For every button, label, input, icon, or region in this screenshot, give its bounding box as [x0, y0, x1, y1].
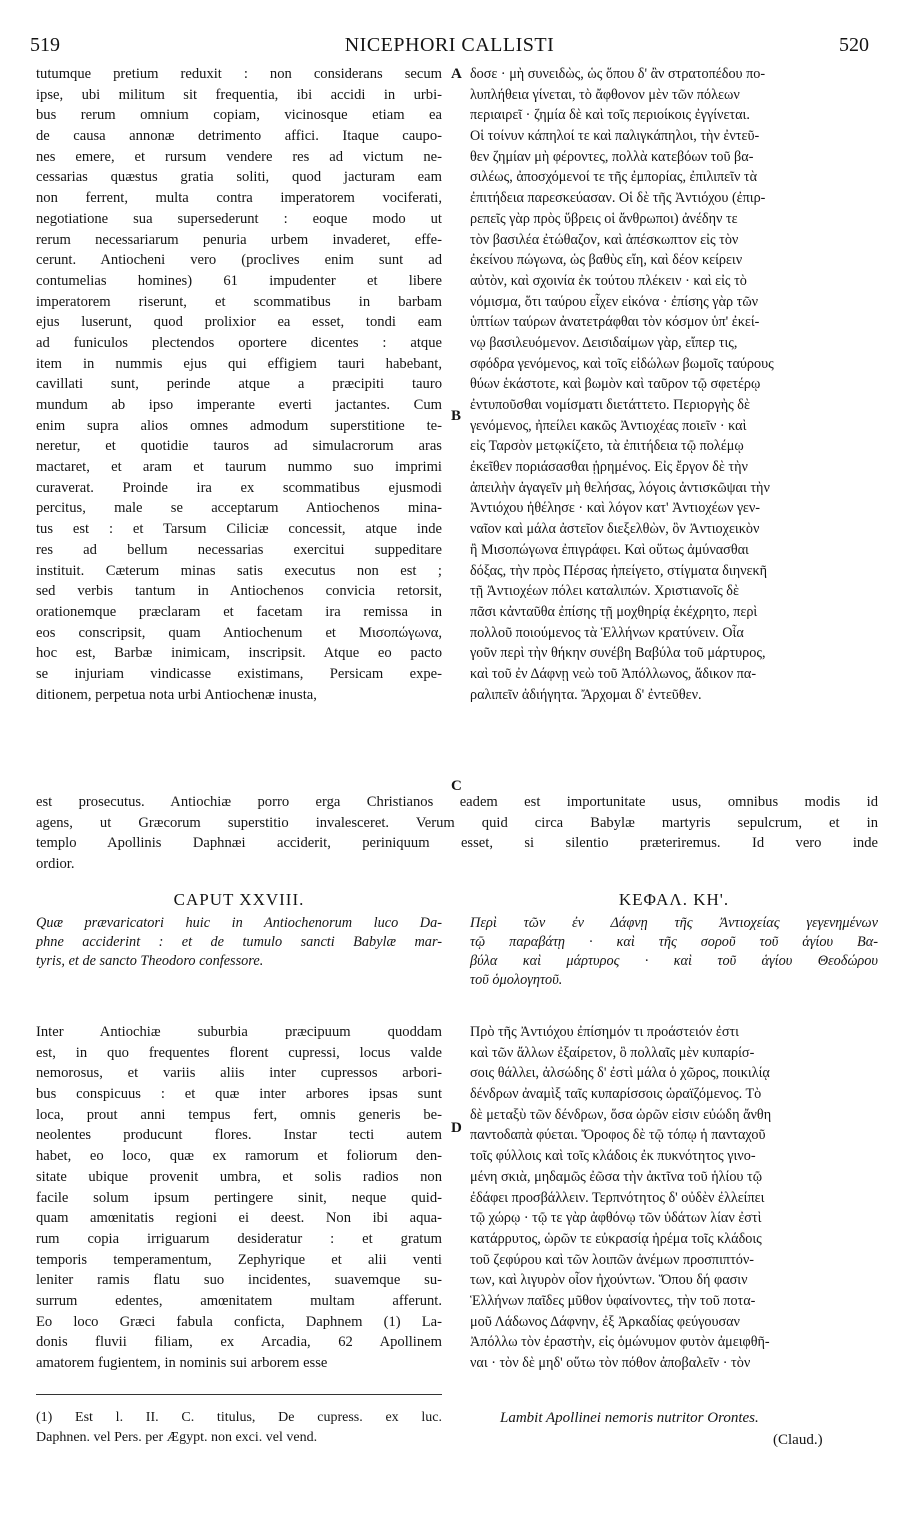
left-page-number: 519	[30, 34, 60, 56]
text-line: non ferrent, multa contra imperatorem vociferati,	[36, 190, 442, 207]
text-line: τοῖς φύλλοις καὶ τοῖς κλάδοις ἐκ πυκνότητος γινο-	[470, 1148, 756, 1165]
latin-column-top	[36, 64, 442, 705]
text-line: δὲ μεταξὺ τῶν δένδρων, ὅσα ὡρῶν εἰσιν εὐώδη ἄνθη	[470, 1106, 772, 1123]
text-line: θύων ἑκάστοτε, καὶ βωμὸν καὶ ταῦρον τῷ σφετέρῳ	[470, 376, 761, 393]
text-line: habet, eo loco, quæ ex ramorum et foliorum den-	[36, 1148, 442, 1165]
text-line: surrum edentes, amœnitatem multam afferunt.	[36, 1292, 442, 1309]
text-line: (1) Est l. II. C. titulus, De cupress. ex luc.	[36, 1410, 442, 1425]
text-line: εἰς Ταρσὸν μετῳκίζετο, τὰ ἐπιτήδεια τῷ πολέμῳ	[470, 438, 744, 455]
text-line: ἐκείνου πώγωνα, ὡς βαθὺς εἴη, καὶ δέον κείρειν	[470, 252, 743, 269]
right-page-number: 520	[839, 34, 869, 56]
text-line: δόξας, τὴν πρὸς Πέρσας ἠπείγετο, στίγματα διηνεκῆ	[470, 562, 768, 579]
text-line: μένη σκιὰ, μηδαμῶς ἐῶσα τὴν ἀκτῖνα τοῦ ἡλίου τῷ	[470, 1168, 763, 1185]
text-line: leniter ramis flatu suo incidentes, suavemque su-	[36, 1272, 442, 1289]
text-line: cessarias quæstus gratia soliti, quod jacturam eam	[36, 169, 442, 186]
text-line: δένδρων ἀναμὶξ ταῖς κυπαρίσσοις ὡραϊζόμενος. Τὸ	[470, 1086, 762, 1103]
text-line: percitus, male se acceptarum Antiochenos mina-	[36, 500, 442, 517]
text-line: θεν ζημίαν μὴ φέροντες, πολλὰ κατεβόων τοῦ βα-	[470, 148, 754, 165]
text-line: phne acciderint : et de tumulo sancti Babylæ mar-	[36, 934, 442, 950]
text-line: καὶ τοῦ ἐν Δάφνῃ νεὼ τοῦ Ἀπόλλωνος, ἄδικον πα-	[470, 665, 757, 682]
text-line: ad funiculos plectendos oportere dicentes : atque	[36, 334, 442, 351]
text-line: ditionem, perpetua nota urbi Antiochenæ inusta,	[36, 686, 317, 703]
text-line: λυπλήθεια γίνεται, τὸ ἄφθονον μὲν τῶν πόλεων	[470, 86, 740, 103]
text-line: Ἀπόλλω τὸν ἐραστὴν, εἰς ὁμώνυμον φυτὸν ἀμειφθῆ-	[470, 1334, 770, 1351]
text-line: amatorem fugientem, in nominis sui arborem esse	[36, 1355, 328, 1371]
margin-mark-b: B	[451, 408, 462, 424]
text-line: νῳ βασιλευόμενον. Δεισιδαίμων γὰρ, εἴπερ τις,	[470, 334, 738, 351]
text-line: Πρὸ τῆς Ἀντιόχου ἐπίσημόν τι προάστειόν ἐστι	[470, 1024, 739, 1040]
text-line: Daphnen. vel Pers. per Ægypt. non exci. vel vend.	[36, 1429, 318, 1445]
text-line: κατάρρυτος, ὡρῶν τε εὐκρασίᾳ ἠρέμα τοῖς κλάδοις	[470, 1230, 762, 1247]
text-line: ναι · τὸν δὲ μηδ' οὕτω τὸν πόθον ἀποβαλεῖν · τὸν	[470, 1355, 751, 1371]
text-line: orationemque præclaram et facetam ira remissa in	[36, 603, 442, 620]
text-line: sed verbis tantum in Antiochenos convicia retorsit,	[36, 583, 442, 600]
text-line: mactaret, et aram et taurum nummo suo imprimi	[36, 459, 442, 476]
text-line: πολλοῦ ποιούμενος τὰ Ἑλλήνων κρατύνειν. Οἷα	[470, 624, 744, 641]
text-line: tutumque pretium reduxit : non considerans secum	[36, 66, 442, 82]
text-line: ἐπιτήδεια παρεσκεύασαν. Οἱ δὲ τῆς Ἀντιόχου (ἐπιρ-	[470, 190, 766, 207]
text-line: σφόδρα γενόμενος, καὶ τοῖς εἰδώλων βωμοῖς ταύρους	[470, 355, 774, 372]
text-line: Eo loco Græci fabula conficta, Daphnem (1) La-	[36, 1313, 442, 1330]
text-line: facile solum ipsum pertingere sinit, neque quid-	[36, 1189, 442, 1206]
text-line: τῇ Ἀντιοχέων πόλει καταλιπών. Χριστιανοῖς δὲ	[470, 583, 739, 600]
text-line: τῷ χώρῳ · τῷ τε γὰρ ἀφθόνῳ τῶν ὑδάτων λίαν ἐστὶ	[470, 1210, 762, 1227]
text-line: γοῦν περὶ τὴν θήκην συνέβη Βαβύλα τοῦ μάρτυρος,	[470, 645, 766, 662]
verse-quotation: Lambit Apollinei nemoris nutritor Orontes.	[500, 1410, 759, 1426]
greek-chapter-heading: ΚΕΦΑΛ. ΚΗ'.	[618, 890, 730, 909]
text-line: ejus luserunt, quod prolixior ea esset, tondi eam	[36, 314, 442, 331]
text-line: de causa annonæ detrimento affici. Itaque caupo-	[36, 128, 442, 145]
text-line: nes emere, et rursum vendere res ad victum ne-	[36, 148, 442, 165]
latin-chapter-heading: CAPUT XXVIII.	[173, 890, 305, 909]
text-line: Quæ prævaricatori huic in Antiochenorum luco Da-	[36, 915, 442, 931]
text-line: enim supra alios omnes admodum superstitione te-	[36, 417, 442, 434]
text-line: item in nummis ejus qui effigiem tauri habebant,	[36, 355, 442, 372]
text-line: nemorosus, et variis aliis inter cupressos arbori-	[36, 1065, 442, 1082]
latin-chapter-body	[36, 1022, 442, 1374]
text-line: ὑπτίων ταύρων ἀνατετράφθαι τὸν κόσμον ὑπ' ἐκεί-	[470, 314, 760, 331]
text-line: Ἑλλήνων παῖδες μῦθον ὑφαίνοντες, τὴν τοῦ ποτα-	[470, 1292, 756, 1309]
text-line: res ad bellum necessarias exercitui suppeditare	[36, 541, 442, 558]
margin-mark-c: C	[451, 778, 462, 794]
text-line: sitate ubique provenit umbra, et solis radios non	[36, 1168, 442, 1185]
margin-mark-d: D	[451, 1120, 462, 1136]
text-line: donis fluvii filiam, ex Arcadia, 62 Apollinem	[36, 1334, 442, 1351]
text-line: περιαιρεῖ · ζημία δὲ καὶ τοῖς περιοίκοις ἐγγίνεται.	[470, 107, 750, 124]
text-line: Inter Antiochiæ suburbia præcipuum quoddam	[36, 1024, 442, 1040]
greek-chapter-summary	[470, 914, 878, 990]
text-line: των, καὶ λιγυρὸν οἷον ἠχούντων. Ὅπου δή φασιν	[470, 1272, 748, 1289]
text-line: πᾶσι κἀνταῦθα ἐπίσης τῇ μοχθηρίᾳ ἐκέχρητο, περὶ	[470, 603, 758, 620]
text-line: αὐτὸν, καὶ σχοινία ἐκ τούτου πλέκειν · καὶ εἰς τὸ	[470, 272, 747, 289]
verse-source: (Claud.)	[773, 1432, 823, 1448]
text-line: ναῖον καὶ μάλα ἀστεῖον διεξελθὼν, ὃν Ἀντιοχεικὸν	[470, 521, 760, 538]
latin-footnote	[36, 1408, 442, 1447]
text-line: τοῦ ζεφύρου καὶ τῶν λοιπῶν ἀνέμων προσπιπτόν-	[470, 1251, 755, 1268]
text-line: imperatorem riserunt, et scommatibus in barbam	[36, 293, 442, 310]
footnote-rule	[36, 1394, 442, 1395]
text-line: ρεπεῖς γὰρ πρὸς ὕβρεις οἱ ἄνθρωποι) ἀνέδην τε	[470, 210, 738, 227]
text-line: tyris, et de sancto Theodoro confessore.	[36, 953, 264, 969]
text-line: ἀπειλὴν ἀγαγεῖν μὴ θελήσας, λόγοις ἀντισκῶψαι τὴν	[470, 479, 770, 496]
text-line: loca, prout anni tempus fert, omnis generis be-	[36, 1106, 442, 1123]
margin-mark-a: A	[451, 66, 462, 82]
text-line: γενόμενος, ἠπείλει κακῶς Ἀντιοχέας ποιεῖν · καὶ	[470, 417, 747, 434]
greek-column-top	[470, 64, 878, 705]
text-line: μοῦ Λάδωνος Δάφνην, ἐξ Ἀρκαδίας φεύγουσαν	[470, 1313, 740, 1330]
text-line: negotiatione sua supersederunt : eoque modo ut	[36, 210, 442, 227]
text-line: bus conspicuus : et quæ inter arbores ipsas sunt	[36, 1086, 442, 1103]
text-line: ipse, ubi militum sit frequentia, ibi accidi in urbi-	[36, 86, 442, 103]
text-line: est, in quo frequentes florent cupressi, locus valde	[36, 1044, 442, 1061]
text-line: σοις θάλλει, ἀλσώδης δ' ἐστὶ μάλα ὁ χῶρος, ποικιλίᾳ	[470, 1065, 770, 1082]
text-line: hoc est, Barbæ inimicam, inscripsit. Atque eo pacto	[36, 645, 442, 662]
text-line: quam amœnitatis regioni ei deest. Non ibi aqua-	[36, 1210, 442, 1227]
text-line: τῷ παραβάτῃ · καὶ τῆς σοροῦ τοῦ ἁγίου Βα-	[470, 934, 878, 950]
text-line: agens, ut Græcorum superstitio invalesceret. Verum quid circa Babylæ martyris sepulcrum, et in	[36, 814, 878, 831]
text-line: rum copia irriguarum desideratur : et gratum	[36, 1230, 442, 1247]
text-line: ordior.	[36, 856, 75, 873]
text-line: Ἀντιόχου ἠθέλησε · καὶ λόγον κατ' Ἀντιοχέων γεν-	[470, 500, 761, 517]
latin-chapter-summary	[36, 914, 442, 971]
text-line: curaverat. Proinde ira ex scommatibus ejusmodi	[36, 479, 442, 496]
text-line: Περὶ τῶν ἐν Δάφνῃ τῆς Ἀντιοχείας γεγενημένων	[470, 915, 878, 931]
text-line: cerunt. Antiocheni vero (proclives enim sunt ad	[36, 252, 442, 269]
text-line: se injuriam vindicasse existimans, Persicam expe-	[36, 665, 442, 682]
text-line: παντοδαπὰ φύεται. Ὄροφος δὲ τῷ τόπῳ ἡ πανταχοῦ	[470, 1127, 766, 1144]
text-line: rerum necessariarum penuria urbem invaderet, effe-	[36, 231, 442, 248]
text-line: ραλιπεῖν ἀδιήγητα. Ἄρχομαι δ' ἐντεῦθεν.	[470, 686, 702, 703]
text-line: neolentes producunt flores. Instar tecti autem	[36, 1127, 442, 1144]
text-line: est prosecutus. Antiochiæ porro erga Christianos eadem est importunitate usus, omnibus modis id	[36, 794, 878, 810]
text-line: bus rerum omnium copiam, vicinosque etiam ea	[36, 107, 442, 124]
text-line: mundum ab ipso imperante everti jactantes. Cum	[36, 397, 442, 413]
running-header	[30, 34, 869, 60]
text-line: ἐντυποῦσθαι νομίσματι διετάττετο. Περιοργὴς δὲ	[470, 397, 750, 413]
text-line: ἢ Μισοπώγωνα ἐπιγράφει. Καὶ οὕτως ἀμύνασθαι	[470, 541, 749, 558]
running-title: NICEPHORI CALLISTI	[344, 34, 555, 56]
text-line: instituit. Cæterum minas satis executus non est ;	[36, 562, 442, 579]
text-line: temporis temperamentum, Zephyrique et alii venti	[36, 1251, 442, 1268]
text-line: ἐδάφει προσβάλλειν. Τερπνότητος δ' οὐδὲν ἐλλείπει	[470, 1189, 765, 1206]
text-line: βύλα καὶ μάρτυρος · καὶ τοῦ ἁγίου Θεοδώρου	[470, 953, 878, 969]
text-line: cavillati sunt, perinde atque a præcipiti tauro	[36, 376, 442, 393]
full-width-paragraph	[36, 792, 878, 875]
text-line: templo Apollinis Daphnæi acciderit, periniquum esset, si silentio præteriremus. Id vero inde	[36, 835, 878, 852]
text-line: contumelias homines) 61 impudenter et libere	[36, 272, 442, 289]
text-line: neretur, et quotidie tauros ad simulacrorum aras	[36, 438, 442, 455]
text-line: τοῦ ὁμολογητοῦ.	[470, 972, 563, 988]
text-line: νόμισμα, ὅτι ταύρου εἶχεν εἰκόνα · ἐπίσης γὰρ τῶν	[470, 293, 759, 310]
text-line: δοσε · μὴ συνειδὼς, ὡς ὅπου δ' ἂν στρατοπέδου πο-	[470, 66, 766, 82]
text-line: Οἱ τοίνυν κάπηλοί τε καὶ παλιγκάπηλοι, τὴν ἐντεῦ-	[470, 128, 760, 145]
text-line: eos conscripsit, quam Antiochenum et Μισοπώγωνα,	[36, 624, 442, 641]
text-line: τὸν βασιλέα ἐτώθαζον, καὶ ἀπέσκωπτον εἰς τὸν	[470, 231, 739, 248]
greek-chapter-body	[470, 1022, 878, 1374]
text-line: ἐκεῖθεν ποριάσασθαι ᾑρημένος. Εἰς ἔργον δὲ τὴν	[470, 459, 748, 476]
text-line: σιλέως, ἀποσχόμενοί τε τῆς ἐμπορίας, ἐπιλιπεῖν τὰ	[470, 169, 758, 186]
text-line: tus est : et Tarsum Ciliciæ concessit, atque inde	[36, 521, 442, 538]
text-line: καὶ τῶν ἄλλων ἐξαίρετον, ὃ πολλαῖς μὲν κυπαρίσ-	[470, 1044, 755, 1061]
